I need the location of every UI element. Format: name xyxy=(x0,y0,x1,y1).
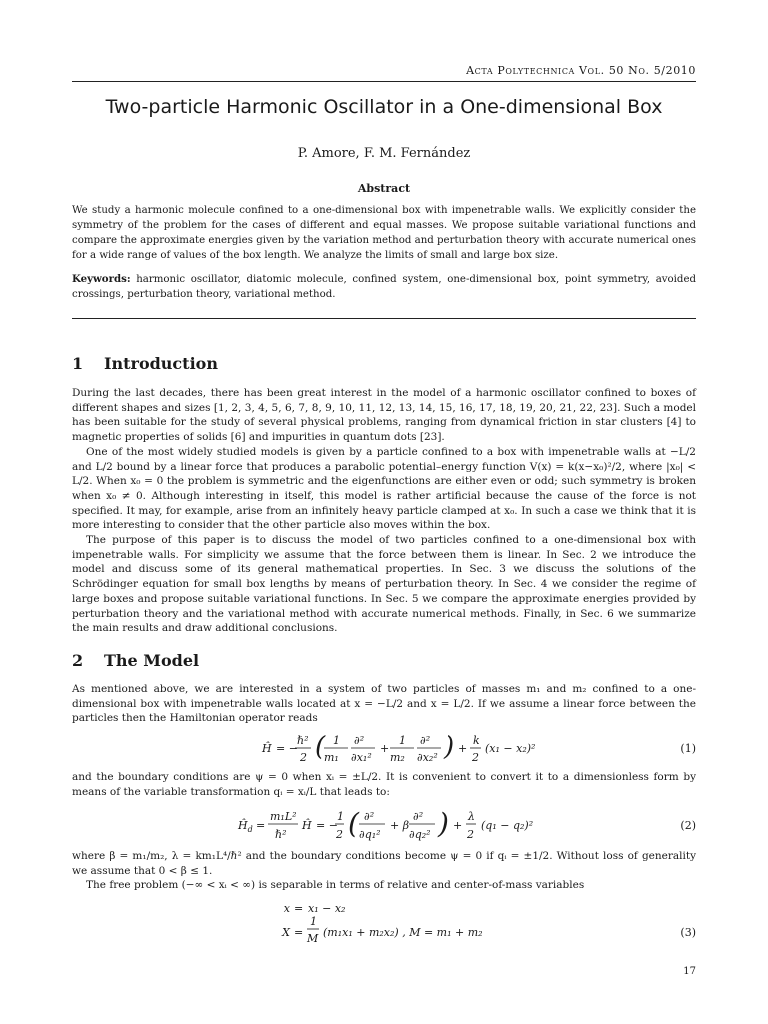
svg-text:+: + xyxy=(380,742,390,755)
svg-text:(q₁ − q₂)²: (q₁ − q₂)² xyxy=(481,819,534,832)
svg-text:=: = xyxy=(256,819,266,832)
equation-2 xyxy=(72,805,696,847)
page-number: 17 xyxy=(683,966,696,977)
svg-text:ℏ²: ℏ² xyxy=(275,828,287,841)
svg-text:): ) xyxy=(438,807,449,840)
paragraph: and the boundary conditions are ψ = 0 when xᵢ = ±L/2. It is convenient to convert it to a dimensionless form by means of the variable transformation qᵢ = xᵢ/L that leads to: xyxy=(72,771,696,798)
svg-text:(x₁ − x₂)²: (x₁ − x₂)² xyxy=(485,742,536,755)
keywords-text: harmonic oscillator, diatomic molecule, confined system, one-dimensional box, point symmetry, avoided crossings, perturbation theory, variational method. xyxy=(72,274,696,300)
svg-text:∂²: ∂² xyxy=(364,810,375,823)
svg-text:m₂: m₂ xyxy=(390,751,405,764)
header-rule xyxy=(72,81,696,82)
keywords-label: Keywords: xyxy=(72,273,131,285)
svg-text:∂q₁²: ∂q₁² xyxy=(359,828,381,841)
svg-text:2: 2 xyxy=(300,751,307,764)
paragraph: The free problem (−∞ < xᵢ < ∞) is separable in terms of relative and center-of-mass variables xyxy=(86,879,585,892)
svg-text:= −: = − xyxy=(276,742,298,755)
abstract-heading: Abstract xyxy=(357,182,411,195)
svg-text:∂q₂²: ∂q₂² xyxy=(409,828,431,841)
section-introduction-body xyxy=(72,386,696,636)
svg-text:∂x₂²: ∂x₂² xyxy=(417,751,438,764)
svg-text:∂²: ∂² xyxy=(420,734,431,747)
running-head: Acta Polytechnica Vol. 50 No. 5/2010 xyxy=(466,64,696,77)
svg-text:Ĥ: Ĥ xyxy=(302,819,312,832)
svg-text:): ) xyxy=(444,732,455,762)
paragraph: During the last decades, there has been great interest in the model of a harmonic oscillator confined to boxes of different shapes and sizes [1, 2, 3, 4, 5, 6, 7, 8, 9, 10, 11, 12, 13, 14, 15, 16, 17, 18, 19, 20, 21, 22, 23]. Such a model has been suitable for the study of several physical problems, ranging from dynamical friction in star clusters [4] to magnetic properties of solids [6] and impurities in quantum dots [23]. xyxy=(72,387,696,444)
equation-3b-rhs: (m₁x₁ + m₂x₂) , M = m₁ + m₂ xyxy=(323,926,483,939)
svg-text:+ β: + β xyxy=(390,819,410,832)
equation-3b-lhs: X xyxy=(282,926,290,939)
svg-text:M: M xyxy=(307,932,319,945)
paragraph: One of the most widely studied models is given by a particle confined to a box with impenetrable walls at −L/2 and L/2 bound by a linear force that produces a parabolic potential–energy function V(x) = k(x−x₀)²/2, where |x₀| < L/2. When x₀ = 0 the problem is symmetric and the eigenfunctions are either even or odd; such symmetry is broken when x₀ ≠ 0. Although interesting in itself, this model is rather artificial because the cause of the force is not specified. It may, for example, arise from an infinitely heavy particle clamped at x₀. In such a case we think that it is more interesting to consider that the other particle also moves within the box. xyxy=(72,445,696,532)
svg-text:2: 2 xyxy=(472,751,479,764)
equation-3a-equals: = xyxy=(294,902,304,915)
svg-text:Ĥd: $Ĥ_d$ xyxy=(238,819,253,834)
equation-3a-rhs: x₁ − x₂ xyxy=(308,902,346,915)
svg-text:Ĥ: Ĥ xyxy=(262,742,272,755)
svg-text:∂²: ∂² xyxy=(354,734,365,747)
paper-authors: P. Amore, F. M. Fernández xyxy=(297,146,471,161)
section-number: 1 xyxy=(72,354,84,373)
svg-text:= −: = − xyxy=(316,819,338,832)
equation-3b-fraction xyxy=(306,915,320,947)
equation-1 xyxy=(72,730,696,770)
equation-3-number: (3) xyxy=(680,926,696,939)
svg-text:λ: λ xyxy=(468,810,475,823)
svg-text:+: + xyxy=(458,742,468,755)
svg-text:1: 1 xyxy=(310,915,317,928)
svg-text:1: 1 xyxy=(399,734,406,747)
section-title: Introduction xyxy=(104,354,218,373)
abstract-rule xyxy=(72,318,696,319)
svg-text:2: 2 xyxy=(467,828,474,841)
section-heading-introduction xyxy=(72,354,218,373)
equation-1-number: (1) xyxy=(680,742,696,755)
svg-text:(: ( xyxy=(315,732,326,762)
equation-1-formula xyxy=(72,730,696,770)
svg-text:+: + xyxy=(453,819,463,832)
svg-text:∂²: ∂² xyxy=(413,810,424,823)
section-model-boundary xyxy=(72,770,696,799)
equation-3b-equals: = xyxy=(294,926,304,939)
section-title: The Model xyxy=(104,651,200,670)
svg-text:m₁: m₁ xyxy=(324,751,339,764)
equation-2-number: (2) xyxy=(680,819,696,832)
paragraph: where β = m₁/m₂, λ = km₁L⁴/ℏ² and the boundary conditions become ψ = 0 if qᵢ = ±1/2. Without loss of generality we assume that 0 < β ≤ 1. xyxy=(72,850,696,877)
svg-text:k: k xyxy=(473,734,480,747)
abstract-text: We study a harmonic molecule confined to a one-dimensional box with impenetrable walls. We explicitly consider the symmetry of the problem for the cases of different and equal masses. We propose suitable variational functions and compare the approximate energies given by the variation method and perturbation theory with accurate numerical ones for a wide range of values of the box length. We analyze the limits of small and large box size. xyxy=(72,205,696,261)
paragraph: As mentioned above, we are interested in a system of two particles of masses m₁ and m₂ confined to a one-dimensional box with impenetrable walls located at x = −L/2 and x = L/2. If we assume a linear force between the particles then the Hamiltonian operator reads xyxy=(72,683,696,725)
svg-text:(: ( xyxy=(348,807,359,840)
svg-text:2: 2 xyxy=(336,828,343,841)
equation-3 xyxy=(72,902,696,950)
section-heading-model xyxy=(72,651,199,670)
svg-text:1: 1 xyxy=(337,810,344,823)
svg-text:∂x₁²: ∂x₁² xyxy=(351,751,372,764)
section-model-intro xyxy=(72,682,696,726)
paper-title: Two-particle Harmonic Oscillator in a One-dimensional Box xyxy=(105,96,663,118)
svg-text:1: 1 xyxy=(333,734,340,747)
svg-text:ℏ²: ℏ² xyxy=(297,734,309,747)
equation-3a-lhs: x xyxy=(283,902,290,915)
keywords xyxy=(72,272,696,302)
section-model-parameters xyxy=(72,849,696,893)
equation-2-formula xyxy=(72,805,696,847)
paragraph: The purpose of this paper is to discuss the model of two particles confined to a one-dimensional box with impenetrable walls. For simplicity we assume that the force between them is linear. In Sec. 2 we introduce the model and discuss some of its general mathematical properties. In Sec. 3 we discuss the solutions of the Schrödinger equation for small box lengths by means of perturbation theory. In Sec. 4 we consider the regime of large boxes and propose suitable variational functions. In Sec. 5 we compare the approximate energies provided by perturbation theory and the variational method with accurate numerical methods. Finally, in Sec. 6 we summarize the main results and draw additional conclusions. xyxy=(72,534,696,635)
section-number: 2 xyxy=(72,651,84,670)
svg-text:m₁L²: m₁L² xyxy=(270,810,297,823)
